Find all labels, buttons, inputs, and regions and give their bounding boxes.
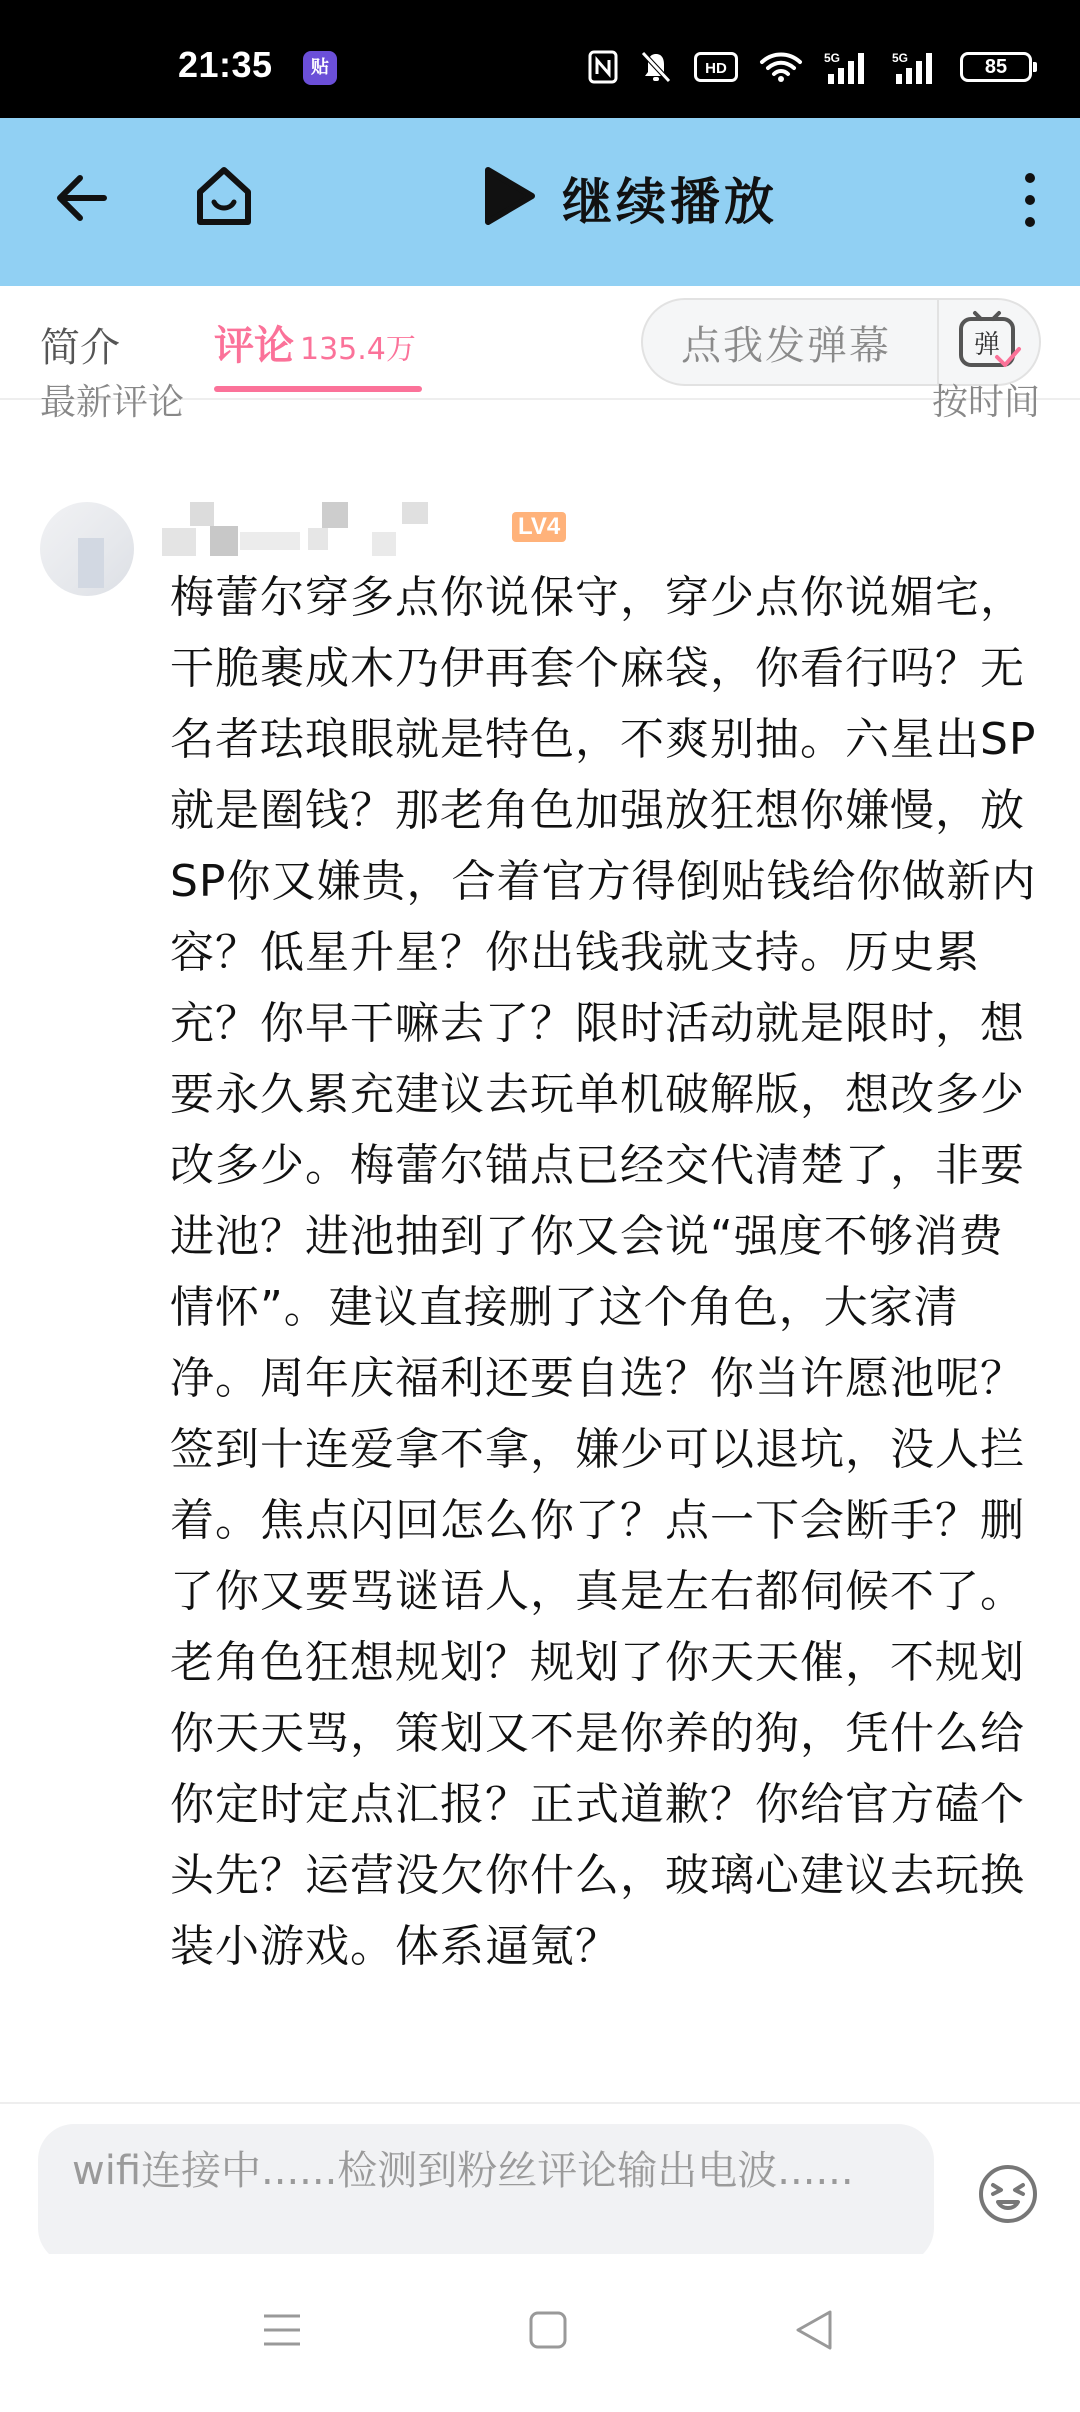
- continue-play-label: 继续播放: [562, 173, 778, 231]
- top-app-bar: [0, 118, 1080, 286]
- svg-text:HD: HD: [705, 60, 727, 77]
- sort-latest-label: 最新评论: [40, 382, 185, 423]
- avatar[interactable]: [40, 502, 134, 596]
- comment-item: [0, 420, 1080, 2102]
- danmaku-toggle-icon[interactable]: [957, 309, 1021, 375]
- hd-icon: [694, 52, 738, 82]
- danmaku-placeholder: 点我发弹幕: [681, 322, 891, 369]
- system-nav-bar: [0, 2254, 1080, 2412]
- status-bar: [0, 0, 1080, 118]
- wifi-icon: [760, 51, 802, 83]
- battery-indicator: 85: [960, 52, 1032, 82]
- back-arrow-icon[interactable]: [52, 168, 112, 232]
- danmaku-icon-label: 弹: [973, 330, 1001, 360]
- comment-input[interactable]: wifi连接中......检测到粉丝评论输出电波......: [38, 2124, 934, 2264]
- danmaku-divider: [937, 298, 939, 386]
- emoji-icon[interactable]: [976, 2162, 1040, 2230]
- signal-5g-icon-1: [824, 50, 870, 84]
- more-vertical-icon[interactable]: [1020, 170, 1040, 234]
- tab-comments-count: 135.4万: [300, 332, 416, 367]
- nfc-icon: [588, 50, 618, 84]
- svg-text:5G: 5G: [824, 51, 841, 65]
- play-icon: [480, 164, 538, 232]
- sort-bar: [0, 382, 1080, 423]
- signal-5g-icon-2: [892, 50, 938, 84]
- tab-comments[interactable]: [214, 314, 416, 398]
- nav-home-icon[interactable]: [528, 2310, 568, 2354]
- nav-back-icon[interactable]: [794, 2308, 834, 2356]
- tab-intro[interactable]: 简介: [40, 325, 120, 371]
- home-tv-icon[interactable]: [192, 162, 256, 236]
- comment-input-bar: [0, 2102, 1080, 2254]
- notification-app-icon: 贴: [303, 51, 337, 85]
- sort-by-time-button[interactable]: 按时间: [931, 382, 1040, 423]
- recent-apps-icon[interactable]: [262, 2310, 302, 2354]
- danmaku-input[interactable]: [641, 298, 1041, 386]
- status-time: 21:35: [178, 44, 273, 85]
- tab-comments-label: 评论: [214, 323, 294, 369]
- tab-active-indicator: [214, 386, 422, 392]
- svg-text:5G: 5G: [892, 51, 909, 65]
- mute-bell-icon: [640, 50, 672, 84]
- continue-play-button[interactable]: [480, 158, 778, 238]
- status-icons: [588, 46, 1032, 88]
- username-blurred[interactable]: [162, 502, 492, 556]
- comment-text: 梅蕾尔穿多点你说保守，穿少点你说媚宅，干脆裹成木乃伊再套个麻袋，你看行吗？无名者珐琅眼就是特色，不爽别抽。六星出SP就是圈钱？那老角色加强放狂想你嫌慢，放SP你又嫌贵，合着官方得倒贴钱给你做新内容？低星升星？你出钱我就支持。历史累充？你早干嘛去了？限时活动就是限时，想要永久累充建议去玩单机破解版，想改多少改多少。梅蕾尔锚点已经交代清楚了，非要进池？进池抽到了你又会说“强度不够消费情怀”。建议直接删了这个角色，大家清净。周年庆福利还要自选？你当许愿池呢？签到十连爱拿不拿，嫌少可以退坑，没人拦着。焦点闪回怎么你了？点一下会断手？删了你又要骂谜语人，真是左右都伺候不了。老角色狂想规划？规划了你天天催，不规划你天天骂，策划又不是你养的狗，凭什么给你定时定点汇报？正式道歉？你给官方磕个头先？运营没欠你什么，玻璃心建议去玩换装小游戏。体系逼氪？: [170, 572, 1037, 1972]
- level-badge: LV4: [512, 512, 566, 542]
